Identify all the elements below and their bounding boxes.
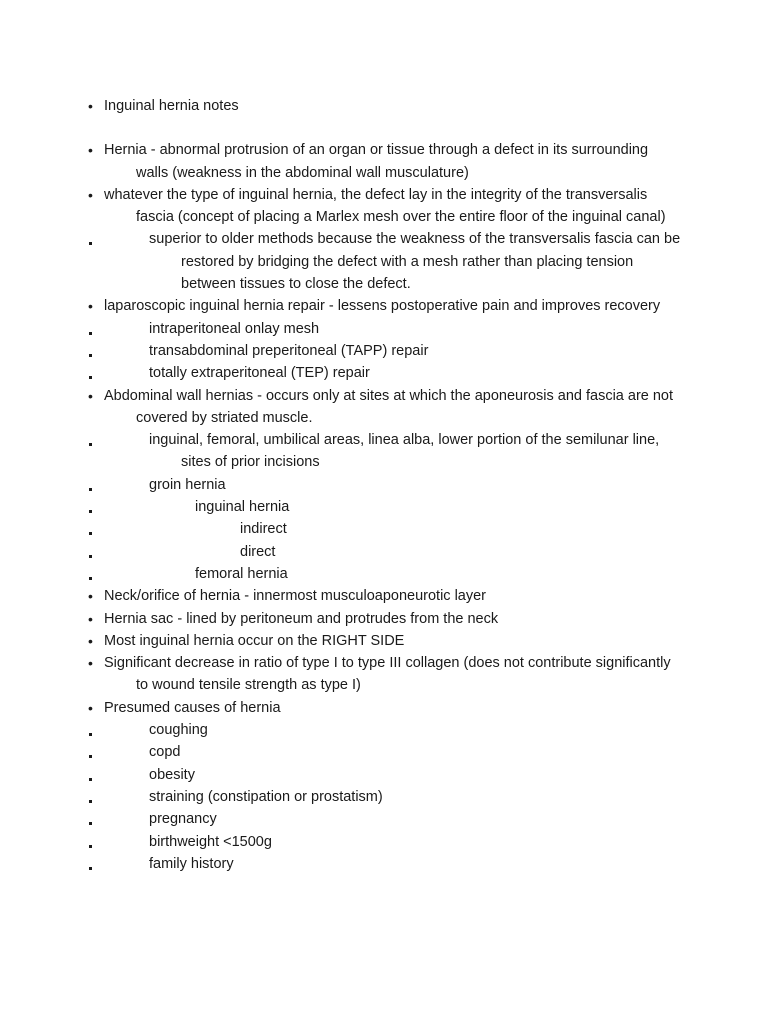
list-item-text: inguinal, femoral, umbilical areas, linea alba, lower portion of the semilunar line, sites of prior incisions xyxy=(149,432,660,471)
bullet-dot-icon xyxy=(88,95,100,118)
list-item xyxy=(0,385,768,430)
list-item xyxy=(0,652,768,697)
list-item xyxy=(0,429,768,474)
bullet-dot-icon xyxy=(88,295,100,318)
list-item xyxy=(0,228,768,295)
list-item-text: family history xyxy=(149,855,234,872)
list-item-text: intraperitoneal onlay mesh xyxy=(149,320,320,337)
bullet-dot-icon xyxy=(88,652,100,675)
bullet-dot-icon xyxy=(88,608,100,631)
list-item xyxy=(0,630,768,652)
bullet-dot-icon xyxy=(88,184,100,207)
list-item xyxy=(0,139,768,184)
list-item xyxy=(0,585,768,607)
list-item xyxy=(0,853,768,875)
list-item-text: obesity xyxy=(149,766,195,783)
list-item xyxy=(0,764,768,786)
list-item-text: coughing xyxy=(149,722,208,739)
list-item-text: pregnancy xyxy=(149,811,217,828)
list-item-text: Abdominal wall hernias - occurs only at sites at which the aponeurosis and fascia are not covered by striated muscle. xyxy=(104,387,674,426)
list-item-text: inguinal hernia xyxy=(195,499,290,516)
list-item-text: copd xyxy=(149,744,181,761)
list-item xyxy=(0,608,768,630)
list-item xyxy=(0,318,768,340)
list-item xyxy=(0,95,768,117)
list-item-text: laparoscopic inguinal hernia repair - lessens postoperative pain and improves recovery xyxy=(104,298,661,315)
list-item-text: femoral hernia xyxy=(195,565,288,582)
list-item-text: Most inguinal hernia occur on the RIGHT SIDE xyxy=(104,632,405,649)
list-item-text: direct xyxy=(240,543,276,560)
list-item-text: birthweight <1500g xyxy=(149,833,272,850)
list-item-text: Hernia - abnormal protrusion of an organ or tissue through a defect in its surrounding walls (weakness in the abdominal wall musculature) xyxy=(104,142,649,181)
document-page xyxy=(0,95,768,875)
list-item-text: transabdominal preperitoneal (TAPP) repair xyxy=(149,342,429,359)
list-item-text: indirect xyxy=(240,521,287,538)
list-item-text: Inguinal hernia notes xyxy=(104,98,239,114)
list-item xyxy=(0,340,768,362)
list-item-text: straining (constipation or prostatism) xyxy=(149,788,383,805)
bullet-list xyxy=(0,95,768,875)
list-item xyxy=(0,362,768,384)
list-item-text: totally extraperitoneal (TEP) repair xyxy=(149,365,370,382)
list-item xyxy=(0,295,768,317)
list-item-text: Hernia sac - lined by peritoneum and protrudes from the neck xyxy=(104,610,499,627)
list-item-text: superior to older methods because the weakness of the transversalis fascia can be restored by bridging the defect with a mesh rather than placing tension between tissues to close the defect. xyxy=(149,231,681,293)
bullet-dot-icon xyxy=(88,139,100,162)
list-item xyxy=(0,719,768,741)
list-item xyxy=(0,563,768,585)
list-item-text: Presumed causes of hernia xyxy=(104,699,281,716)
list-item-text: Neck/orifice of hernia - innermost musculoaponeurotic layer xyxy=(104,588,487,605)
list-item xyxy=(0,786,768,808)
bullet-dot-icon xyxy=(88,630,100,653)
bullet-dot-icon xyxy=(88,697,100,720)
list-item xyxy=(0,541,768,563)
list-item xyxy=(0,697,768,719)
bullet-dot-icon xyxy=(88,385,100,408)
list-item-text: whatever the type of inguinal hernia, the defect lay in the integrity of the transversalis fascia (concept of placing a Marlex mesh over the entire floor of the inguinal canal) xyxy=(104,186,666,226)
list-item-text: groin hernia xyxy=(149,476,226,493)
list-item xyxy=(0,518,768,540)
list-item xyxy=(0,474,768,496)
list-item-text: Significant decrease in ratio of type I to type III collagen (does not contribute significantly to wound tensile strength as type I) xyxy=(104,655,671,694)
list-item xyxy=(0,741,768,763)
list-item xyxy=(0,496,768,518)
list-item xyxy=(0,831,768,853)
list-item xyxy=(0,808,768,830)
list-item xyxy=(0,184,768,229)
bullet-dot-icon xyxy=(88,585,100,608)
